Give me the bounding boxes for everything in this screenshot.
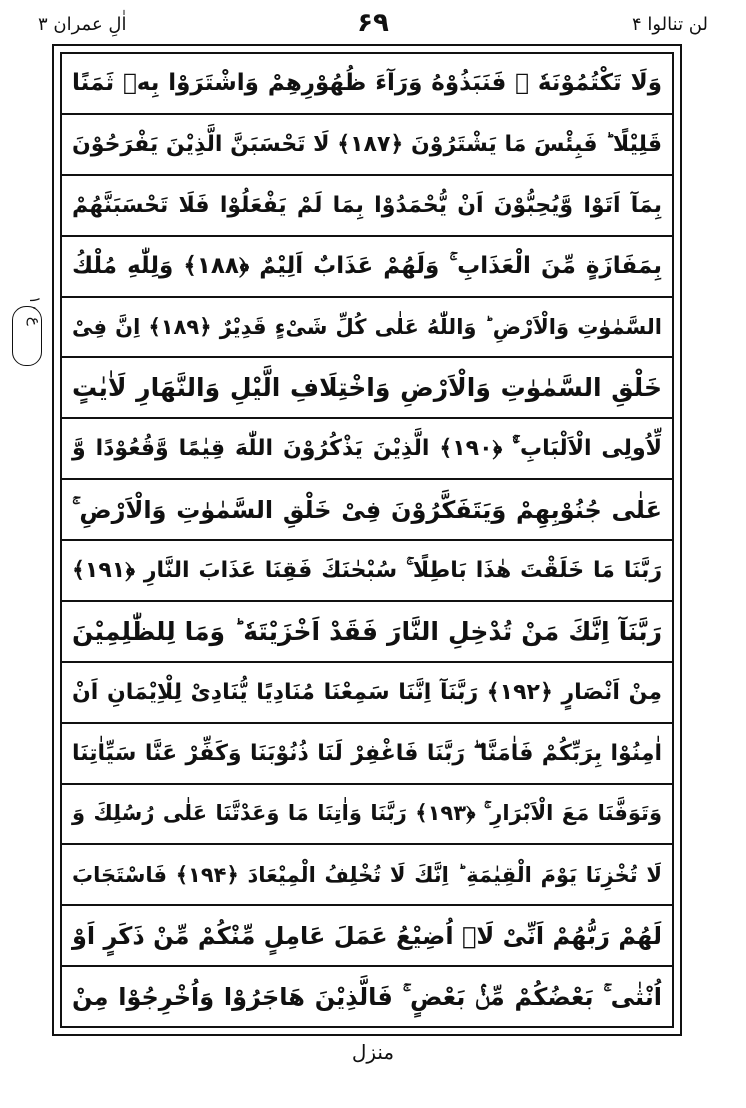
text-line bbox=[62, 906, 672, 967]
manzil-footer: منزل bbox=[351, 1040, 395, 1064]
text-line bbox=[62, 602, 672, 663]
line-text: وَتَوَفَّنَا مَعَ الْاَبْرَارِ ۚ ﴿۱۹۳﴾ رَبَّنَا وَاٰتِنَا مَا وَعَدْتَّنَا عَلٰى رُسُلِكَ وَ bbox=[72, 801, 662, 826]
line-text: اٰمِنُوْا بِرَبِّكُمْ فَاٰمَنَّا ۖ رَبَّنَا فَاغْفِرْ لَنَا ذُنُوْبَنَا وَكَفِّرْ عَنَّا سَيِّاٰتِنَا bbox=[72, 740, 662, 766]
line-text: عَلٰى جُنُوْبِهِمْ وَيَتَفَكَّرُوْنَ فِىْ خَلْقِ السَّمٰوٰتِ وَالْاَرْضِ ۚ bbox=[72, 495, 662, 524]
line-text: مِنْ اَنْصَارٍ ﴿۱۹۲﴾ رَبَّنَآ اِنَّنَا سَمِعْنَا مُنَادِيًا يُّنَادِىْ لِلْاِيْمَانِ اَنْ bbox=[72, 679, 662, 705]
ruku-note: ع ۱۰ bbox=[26, 296, 44, 326]
text-line bbox=[62, 237, 672, 298]
text-line bbox=[62, 480, 672, 541]
line-text: قَلِيْلًا ؕ فَبِئْسَ مَا يَشْتَرُوْنَ ﴿۱۸۷﴾ لَا تَحْسَبَنَّ الَّذِيْنَ يَفْرَحُوْنَ bbox=[72, 131, 662, 157]
surah-name: اٰلِ عمران ۳ bbox=[38, 14, 127, 35]
line-text: اُنْثٰى ۚ بَعْضُكُمْ مِّنْۢ بَعْضٍ ۚ فَالَّذِيْنَ هَاجَرُوْا وَاُخْرِجُوْا مِنْ bbox=[72, 982, 662, 1011]
text-line bbox=[62, 419, 672, 480]
text-line bbox=[62, 967, 672, 1026]
line-text: لَا تُخْزِنَا يَوْمَ الْقِيٰمَةِ ؕ اِنَّكَ لَا تُخْلِفُ الْمِيْعَادَ ﴿۱۹۴﴾ فَاسْتَجَابَ bbox=[72, 862, 663, 887]
text-line bbox=[62, 176, 672, 237]
text-line bbox=[62, 845, 672, 906]
text-frame bbox=[52, 44, 682, 1036]
juz-name: لن تنالوا ۴ bbox=[631, 14, 708, 35]
page-number: ۶۹ bbox=[357, 8, 389, 38]
text-lines bbox=[60, 52, 674, 1028]
line-text: خَلْقِ السَّمٰوٰتِ وَالْاَرْضِ وَاخْتِلَافِ الَّيْلِ وَالنَّهَارِ لَاٰيٰتٍ bbox=[72, 373, 662, 403]
text-line bbox=[62, 298, 672, 359]
line-text: السَّمٰوٰتِ وَالْاَرْضِ ؕ وَاللّٰهُ عَلٰى كُلِّ شَىْءٍ قَدِيْرٌ ﴿۱۸۹﴾ اِنَّ فِىْ bbox=[72, 314, 662, 339]
line-text: بِمَآ اَتَوْا وَّيُحِبُّوْنَ اَنْ يُّحْمَدُوْا بِمَا لَمْ يَفْعَلُوْا فَلَا تَحْسَبَنَّهُمْ bbox=[72, 192, 662, 218]
line-text: لِّاُولِى الْاَلْبَابِ ۚۙ ﴿۱۹۰﴾ الَّذِيْنَ يَذْكُرُوْنَ اللّٰهَ قِيٰمًا وَّقُعُوْدًا وَّ bbox=[72, 436, 662, 462]
line-text: رَبَّنَا مَا خَلَقْتَ هٰذَا بَاطِلًا ۚ سُبْحٰنَكَ فَقِنَا عَذَابَ النَّارِ ﴿۱۹۱﴾ bbox=[72, 557, 662, 583]
text-line bbox=[62, 724, 672, 785]
line-text: وَلَا تَكْتُمُوْنَهٗ ۫ فَنَبَذُوْهُ وَرَآءَ ظُهُوْرِهِمْ وَاشْتَرَوْا بِهٖ ثَمَنًا bbox=[72, 70, 662, 97]
line-text: بِمَفَازَةٍ مِّنَ الْعَذَابِ ۚ وَلَهُمْ عَذَابٌ اَلِيْمٌ ﴿۱۸۸﴾ وَلِلّٰهِ مُلْكُ bbox=[72, 253, 662, 280]
text-line bbox=[62, 54, 672, 115]
line-text: رَبَّنَآ اِنَّكَ مَنْ تُدْخِلِ النَّارَ فَقَدْ اَخْزَيْتَهٗ ؕ وَمَا لِلظّٰلِمِيْنَ bbox=[72, 616, 662, 646]
text-line bbox=[62, 785, 672, 846]
text-line bbox=[62, 358, 672, 419]
line-text: لَهُمْ رَبُّهُمْ اَنِّىْ لَاۤ اُضِيْعُ عَمَلَ عَامِلٍ مِّنْكُمْ مِّنْ ذَكَرٍ اَوْ bbox=[72, 921, 662, 950]
text-line bbox=[62, 541, 672, 602]
page-header bbox=[30, 8, 716, 44]
text-line bbox=[62, 663, 672, 724]
text-line bbox=[62, 115, 672, 176]
